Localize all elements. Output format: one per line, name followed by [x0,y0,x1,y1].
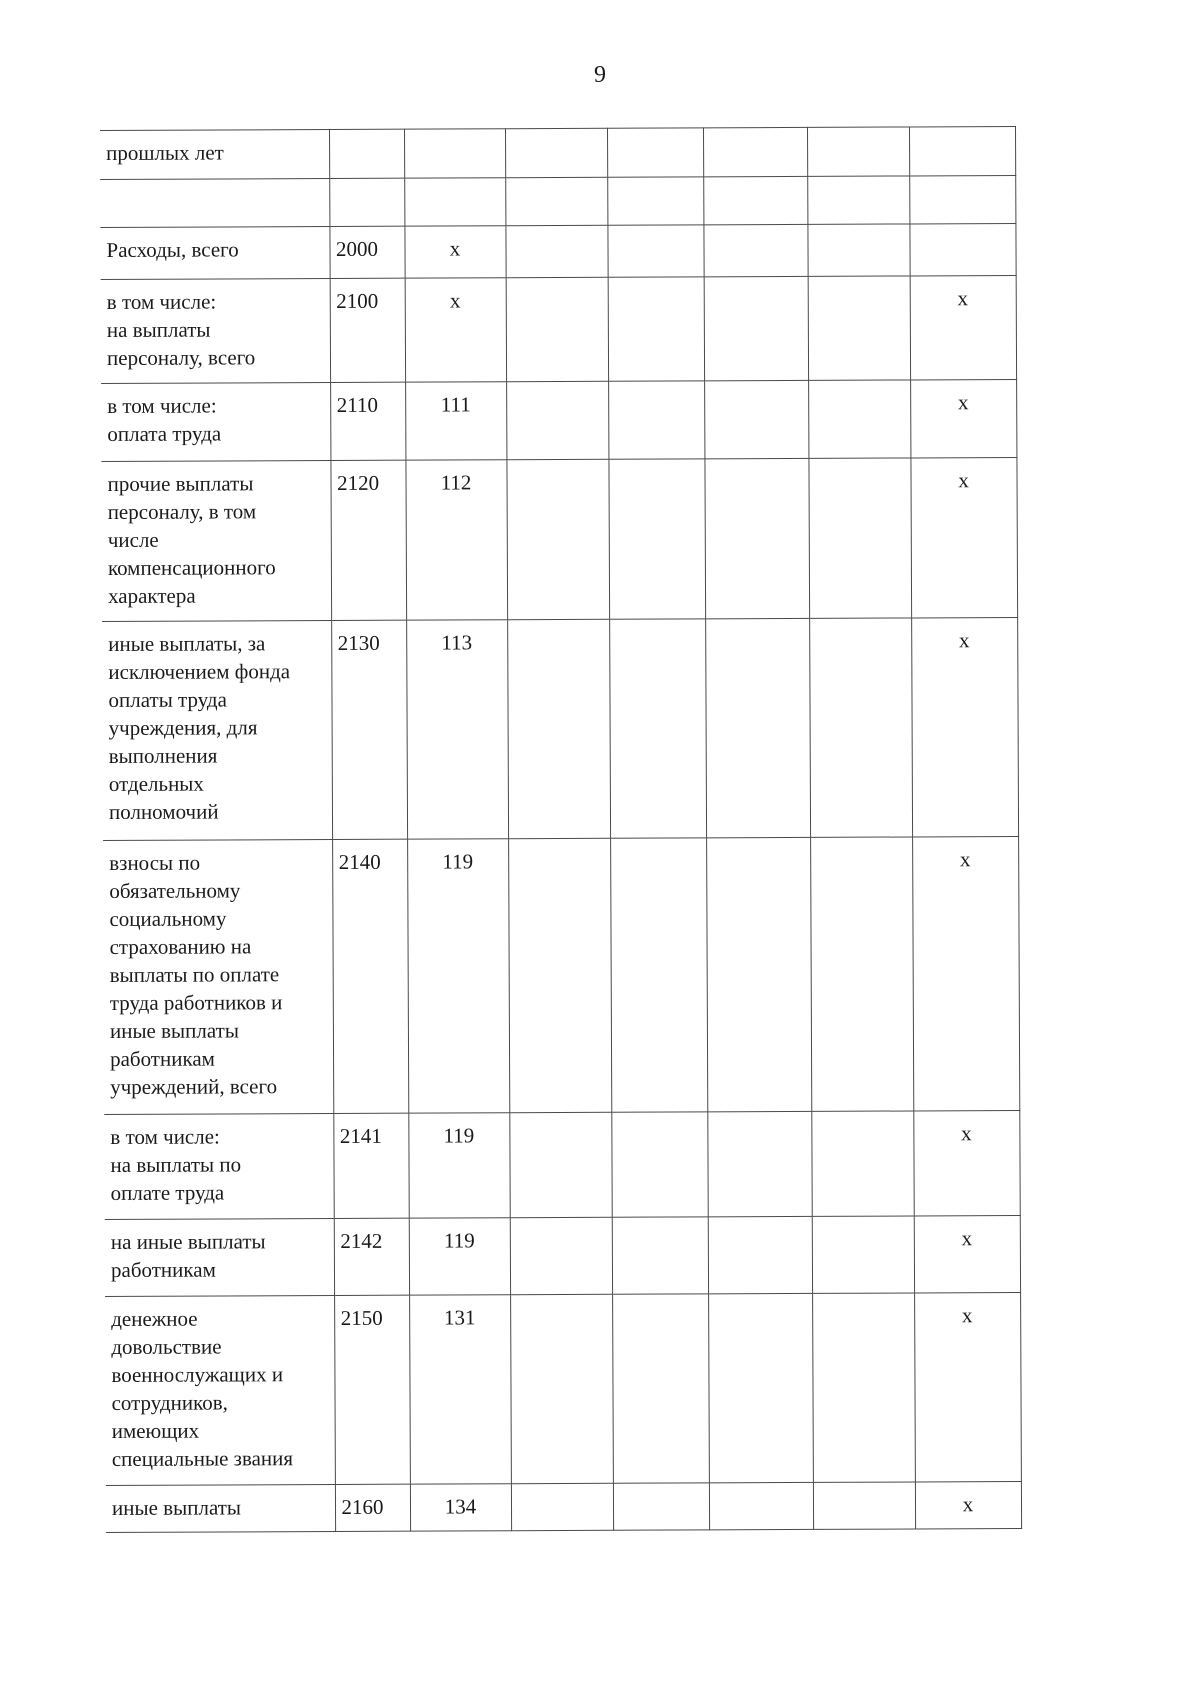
row-kbk-cell: x [404,226,505,278]
row-kbk-cell: 111 [405,382,506,460]
row-value-cell [510,1294,613,1483]
row-value-cell [708,1216,812,1293]
row-label: в том числе: на выплаты по оплате труда [110,1124,242,1205]
row-mark-cell: x [911,618,1018,837]
row-value-cell [608,459,705,619]
table-row [106,1481,1021,1532]
row-name-cell [104,1113,333,1219]
row-label: взносы по обязательному социальному страхованию на выплаты по оплате труда работников и иные выплаты работникам учреждений, всего [109,850,283,1099]
row-value-cell [505,128,607,177]
row-name-cell [102,620,332,840]
row-value-cell [807,176,909,224]
row-value-cell [704,458,809,618]
row-name-cell [106,1484,335,1532]
row-code-cell: 2120 [330,460,406,620]
row-mark-cell: x [914,1292,1021,1481]
table-row [105,1215,1020,1296]
row-name-cell [101,278,330,383]
row-name-cell [105,1295,335,1485]
row-value-cell [608,381,704,459]
row-code-cell: 2140 [332,839,408,1113]
row-mark-cell: x [910,276,1016,380]
row-value-cell [607,177,703,225]
row-name-cell [101,460,331,621]
page-number: 9 [594,62,606,88]
row-value-cell [610,838,707,1112]
row-name-cell [101,382,330,461]
table-row [101,276,1016,384]
row-label: иные выплаты [111,1495,242,1520]
row-value-cell [609,619,706,838]
row-value-cell [506,277,608,381]
row-value-cell [611,1112,707,1217]
row-value-cell [506,459,609,619]
row-value-cell [708,1293,813,1482]
row-value-cell [810,837,913,1111]
row-value-cell [607,128,703,177]
row-code-cell: 2130 [331,620,407,839]
row-value-cell [505,225,607,277]
table-row [102,618,1018,841]
row-name-cell [103,839,333,1114]
row-kbk-cell: x [405,278,506,382]
row-kbk-cell: 119 [409,1218,510,1295]
table-row [100,127,1015,180]
row-value-cell [807,224,909,276]
row-mark-cell [909,176,1015,224]
table-row [105,1292,1021,1485]
row-value-cell [808,458,911,618]
table-row [103,837,1019,1115]
row-label: прочие выплаты персоналу, в том числе компенсационного характера [107,471,276,608]
row-value-cell [508,838,611,1112]
row-mark-cell: x [912,837,1019,1111]
row-code-cell: 2142 [334,1218,409,1295]
row-value-cell [809,618,912,837]
row-label: в том числе: оплата труда [107,393,222,446]
row-value-cell [705,618,810,837]
row-kbk-cell [404,129,505,178]
row-label: на иные выплаты работникам [110,1229,266,1282]
row-value-cell [704,276,808,380]
row-value-cell [607,225,703,277]
row-value-cell [812,1216,914,1293]
row-value-cell [709,1482,813,1529]
row-mark-cell: x [915,1481,1021,1528]
row-kbk-cell: 134 [410,1484,511,1531]
row-value-cell [813,1482,915,1529]
row-mark-cell [909,224,1015,276]
row-code-cell: 2100 [330,278,405,382]
row-value-cell [612,1217,708,1294]
row-value-cell [507,619,610,838]
row-value-cell [510,1217,612,1294]
row-value-cell [811,1111,913,1216]
row-label: иные выплаты, за исключением фонда оплаты труда учреждения, для выполнения отдельных полномочий [108,631,291,824]
row-name-cell [100,179,329,228]
row-code-cell: 2000 [329,226,404,278]
row-kbk-cell: 131 [409,1295,511,1484]
row-code-cell: 2160 [335,1484,410,1531]
row-mark-cell: x [910,380,1016,458]
row-label: Расходы, всего [106,237,239,262]
table-row [101,458,1017,622]
table-row [104,1110,1019,1219]
row-label: прошлых лет [106,140,224,165]
table-row [101,380,1016,462]
row-mark-cell: x [914,1215,1020,1292]
row-value-cell [608,277,704,381]
row-kbk-cell: 112 [405,460,507,620]
row-kbk-cell: 113 [406,620,508,839]
row-mark-cell: x [910,458,1017,618]
row-code-cell [329,178,404,226]
row-mark-cell [909,127,1015,176]
row-value-cell [613,1483,709,1530]
row-value-cell [703,127,807,176]
row-code-cell [329,129,404,178]
row-label: денежное довольствие военнослужащих и сотрудников, имеющих специальные звания [111,1306,294,1471]
row-value-cell [511,1483,613,1530]
budget-table [100,126,1022,1533]
row-value-cell [703,176,807,224]
row-value-cell [509,1112,611,1217]
row-value-cell [812,1293,915,1482]
row-value-cell [808,380,910,458]
row-code-cell: 2110 [330,382,405,460]
row-code-cell: 2141 [333,1113,408,1218]
row-kbk-cell [404,178,505,226]
row-kbk-cell: 119 [407,839,509,1113]
row-name-cell [105,1218,334,1296]
table-row [100,176,1015,228]
row-value-cell [506,381,608,459]
row-code-cell: 2150 [334,1295,410,1484]
row-name-cell [100,226,329,279]
row-value-cell [706,837,811,1111]
row-value-cell [807,127,909,176]
row-value-cell [612,1294,709,1483]
row-value-cell [505,177,607,225]
row-label: в том числе: на выплаты персоналу, всего [106,289,256,370]
row-value-cell [808,276,910,380]
row-value-cell [704,380,808,458]
row-name-cell [100,130,329,180]
row-kbk-cell: 119 [408,1113,509,1218]
row-value-cell [707,1111,811,1216]
row-mark-cell: x [913,1110,1019,1215]
table-row [100,224,1015,280]
row-value-cell [703,224,807,276]
